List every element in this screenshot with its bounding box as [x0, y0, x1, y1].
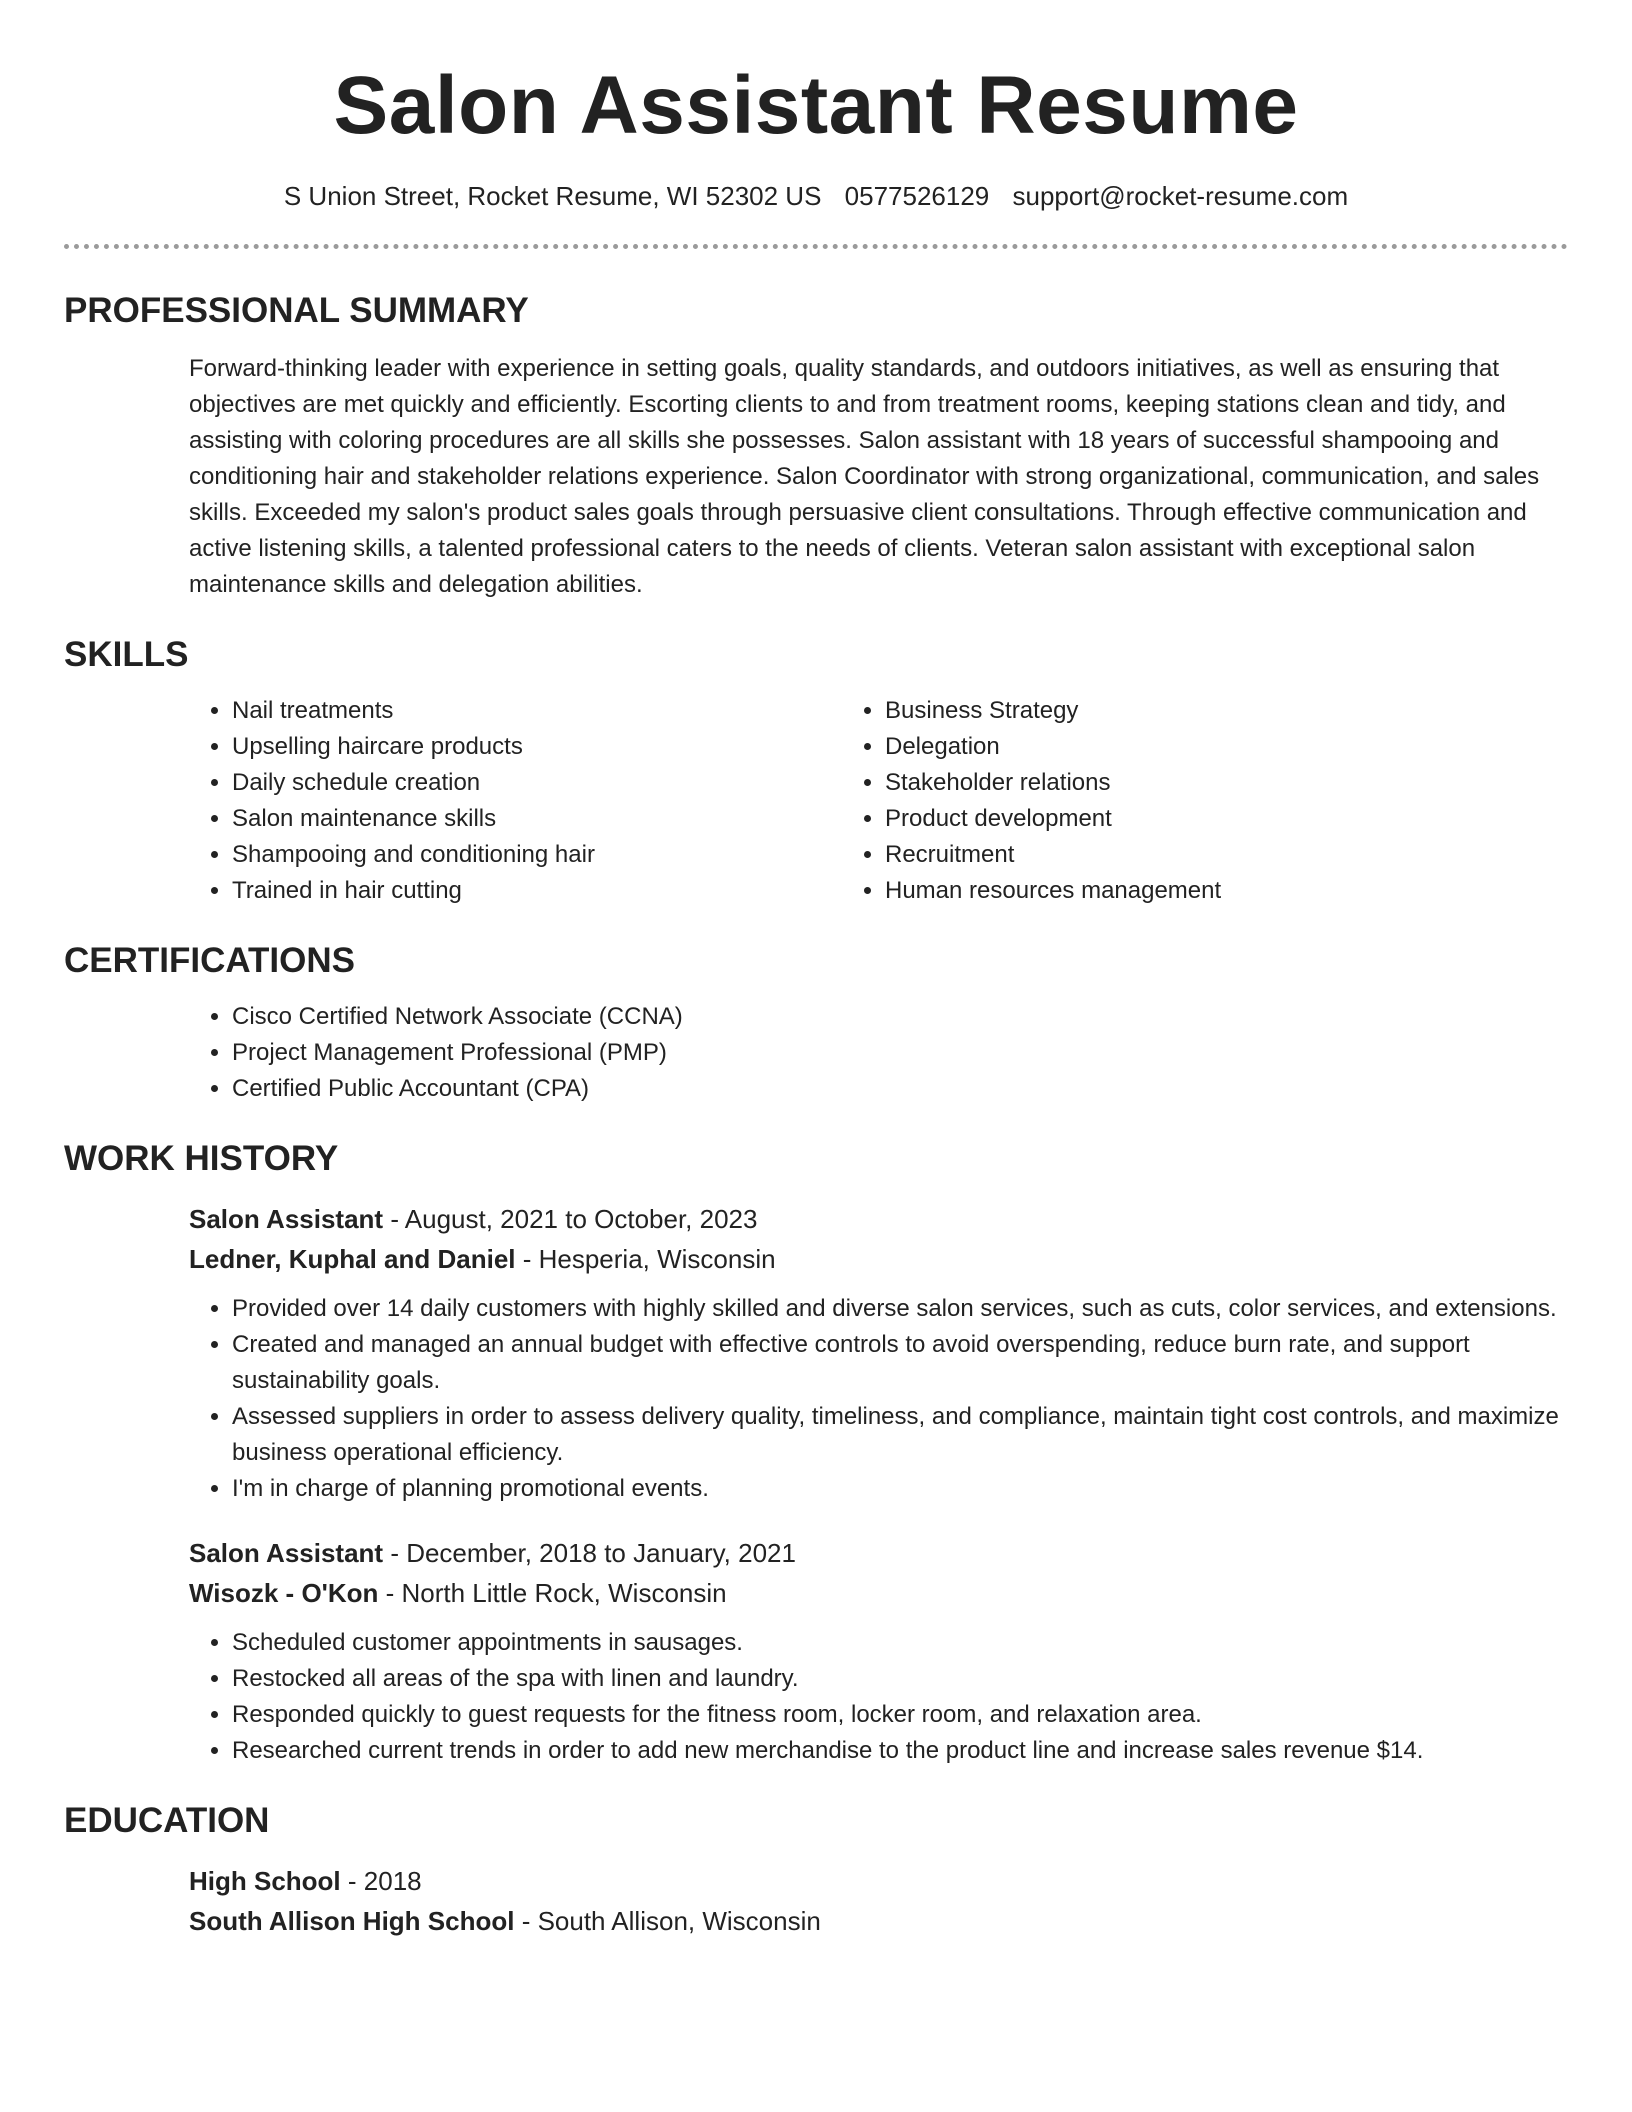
- summary-section: [64, 351, 1568, 603]
- skill-item: • Human resources management: [885, 873, 1541, 909]
- job-dates: - December, 2018 to January, 2021: [383, 1538, 796, 1568]
- education-entry: [64, 1861, 1568, 1941]
- job-bullet: • I'm in charge of planning promotional events.: [232, 1471, 1568, 1507]
- skill-item: • Product development: [885, 801, 1541, 837]
- skill-item: • Upselling haircare products: [232, 729, 865, 765]
- job-bullet: • Scheduled customer appointments in sausages.: [232, 1625, 1568, 1661]
- job-title-line: [189, 1199, 1568, 1239]
- skills-column-right: [865, 693, 1541, 909]
- education-year: - 2018: [340, 1866, 422, 1896]
- summary-text: Forward-thinking leader with experience in setting goals, quality standards, and outdoors initiatives, as well as ensuring that objectives are met quickly and efficiently. Escorting clients to and from treatment rooms, keeping stations clean and tidy, and assisting with coloring procedures are all skills she possesses. Salon assistant with 18 years of successful shampooing and conditioning hair and stakeholder relations experience. Salon Coordinator with strong organizational, communication, and sales skills. Exceeded my salon's product sales goals through persuasive client consultations. Through effective communication and active listening skills, a talented professional caters to the needs of clients. Veteran salon assistant with exceptional salon maintenance skills and delegation abilities.: [189, 355, 1540, 598]
- job-bullet: • Assessed suppliers in order to assess delivery quality, timeliness, and compliance, maintain tight cost controls, and maximize business operational efficiency.: [232, 1399, 1568, 1471]
- education-school-line: [189, 1901, 1568, 1941]
- contact-line: [64, 180, 1568, 212]
- certification-item: • Project Management Professional (PMP): [232, 1035, 1568, 1071]
- job-entry: [64, 1199, 1568, 1507]
- skill-item: • Recruitment: [885, 837, 1541, 873]
- job-bullet: • Provided over 14 daily customers with highly skilled and diverse salon services, such as cuts, color services, and extensions.: [232, 1291, 1568, 1327]
- education-school: South Allison High School: [189, 1906, 515, 1936]
- job-role: Salon Assistant: [189, 1204, 384, 1234]
- job-bullet: • Responded quickly to guest requests for the fitness room, locker room, and relaxation area.: [232, 1697, 1568, 1733]
- skill-item: • Nail treatments: [232, 693, 865, 729]
- education-heading: EDUCATION: [64, 1801, 270, 1840]
- summary-heading: PROFESSIONAL SUMMARY: [64, 291, 529, 330]
- job-location: - Hesperia, Wisconsin: [515, 1244, 776, 1274]
- skill-item: • Stakeholder relations: [885, 765, 1541, 801]
- certifications-list: [64, 999, 1568, 1107]
- contact-email: support@rocket-resume.com: [1012, 181, 1349, 211]
- education-location: - South Allison, Wisconsin: [514, 1906, 821, 1936]
- job-company-line: [189, 1573, 1568, 1613]
- education-degree: High School: [189, 1866, 341, 1896]
- job-entry: [64, 1533, 1568, 1769]
- skills-column-left: [189, 693, 865, 909]
- job-company: Wisozk - O'Kon: [189, 1578, 379, 1608]
- skills-heading: SKILLS: [64, 635, 189, 674]
- job-role: Salon Assistant: [189, 1538, 384, 1568]
- skill-item: • Shampooing and conditioning hair: [232, 837, 865, 873]
- contact-address: S Union Street, Rocket Resume, WI 52302 US: [283, 181, 822, 211]
- contact-phone: 0577526129: [844, 181, 990, 211]
- skill-item: • Salon maintenance skills: [232, 801, 865, 837]
- certification-item: • Certified Public Accountant (CPA): [232, 1071, 1568, 1107]
- skill-item: • Trained in hair cutting: [232, 873, 865, 909]
- certification-item: • Cisco Certified Network Associate (CCNA): [232, 999, 1568, 1035]
- job-company-line: [189, 1239, 1568, 1279]
- header-divider: [64, 244, 1568, 249]
- job-dates: - August, 2021 to October, 2023: [383, 1204, 758, 1234]
- skill-item: • Business Strategy: [885, 693, 1541, 729]
- job-location: - North Little Rock, Wisconsin: [378, 1578, 727, 1608]
- skills-list: [64, 693, 1568, 909]
- job-bullet: • Restocked all areas of the spa with linen and laundry.: [232, 1661, 1568, 1697]
- job-bullet: • Created and managed an annual budget with effective controls to avoid overspending, reduce burn rate, and support sustainability goals.: [232, 1327, 1568, 1399]
- job-company: Ledner, Kuphal and Daniel: [189, 1244, 516, 1274]
- skill-item: • Daily schedule creation: [232, 765, 865, 801]
- resume-title: Salon Assistant Resume: [333, 60, 1299, 151]
- education-degree-line: [189, 1861, 1568, 1901]
- certifications-heading: CERTIFICATIONS: [64, 941, 356, 980]
- skill-item: • Delegation: [885, 729, 1541, 765]
- work-history-heading: WORK HISTORY: [64, 1139, 339, 1178]
- job-title-line: [189, 1533, 1568, 1573]
- job-bullet: • Researched current trends in order to add new merchandise to the product line and increase sales revenue $14.: [232, 1733, 1568, 1769]
